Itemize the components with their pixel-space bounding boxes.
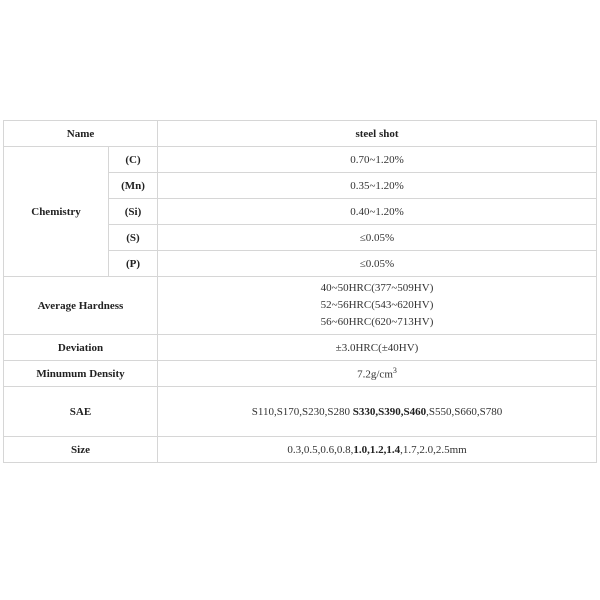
element-value: 0.70~1.20%: [158, 147, 597, 173]
chemistry-label: Chemistry: [4, 147, 109, 277]
hardness-values: [158, 277, 597, 335]
sae-grades-prefix: S110,S170,S230,S280: [251, 405, 353, 418]
steel-shot-spec-table: [3, 120, 597, 463]
element-value: ≤0.05%: [158, 251, 597, 277]
name-label: Name: [4, 121, 158, 147]
element-symbol: (Si): [109, 199, 158, 225]
element-value: ≤0.05%: [158, 225, 597, 251]
hardness-row: [4, 277, 597, 335]
element-value: 0.35~1.20%: [158, 173, 597, 199]
density-unit-superscript: 3: [392, 366, 397, 376]
element-symbol: (C): [109, 147, 158, 173]
hardness-value: 52~56HRC(543~620HV): [320, 299, 434, 311]
density-row: [4, 361, 597, 387]
sae-row: [4, 387, 597, 437]
hardness-value: 56~60HRC(620~713HV): [320, 316, 434, 328]
deviation-label: Deviation: [4, 335, 158, 361]
hardness-value: 40~50HRC(377~509HV): [320, 282, 434, 294]
header-row: [4, 121, 597, 147]
density-label: Minumum Density: [4, 361, 158, 387]
element-symbol: (Mn): [109, 173, 158, 199]
element-symbol: (P): [109, 251, 158, 277]
sae-label: SAE: [4, 387, 158, 437]
product-name: steel shot: [158, 121, 597, 147]
size-values-bold: 1.0,1.2,1.4: [353, 443, 401, 456]
deviation-row: [4, 335, 597, 361]
density-cell: [158, 361, 597, 387]
element-symbol: (S): [109, 225, 158, 251]
size-values-prefix: 0.3,0.5,0.6,0.8,: [287, 443, 354, 456]
chemistry-row-c: [4, 147, 597, 173]
size-label: Size: [4, 437, 158, 463]
element-value: 0.40~1.20%: [158, 199, 597, 225]
deviation-value: ±3.0HRC(±40HV): [158, 335, 597, 361]
size-row: [4, 437, 597, 463]
sae-grades: [158, 387, 597, 437]
size-values: [158, 437, 597, 463]
sae-grades-suffix: ,S550,S660,S780: [426, 405, 503, 418]
size-values-suffix: ,1.7,2.0,2.5mm: [400, 443, 467, 456]
density-value: 7.2g/cm: [357, 368, 393, 381]
hardness-label: Average Hardness: [4, 277, 158, 335]
sae-grades-bold: S330,S390,S460: [352, 405, 427, 418]
